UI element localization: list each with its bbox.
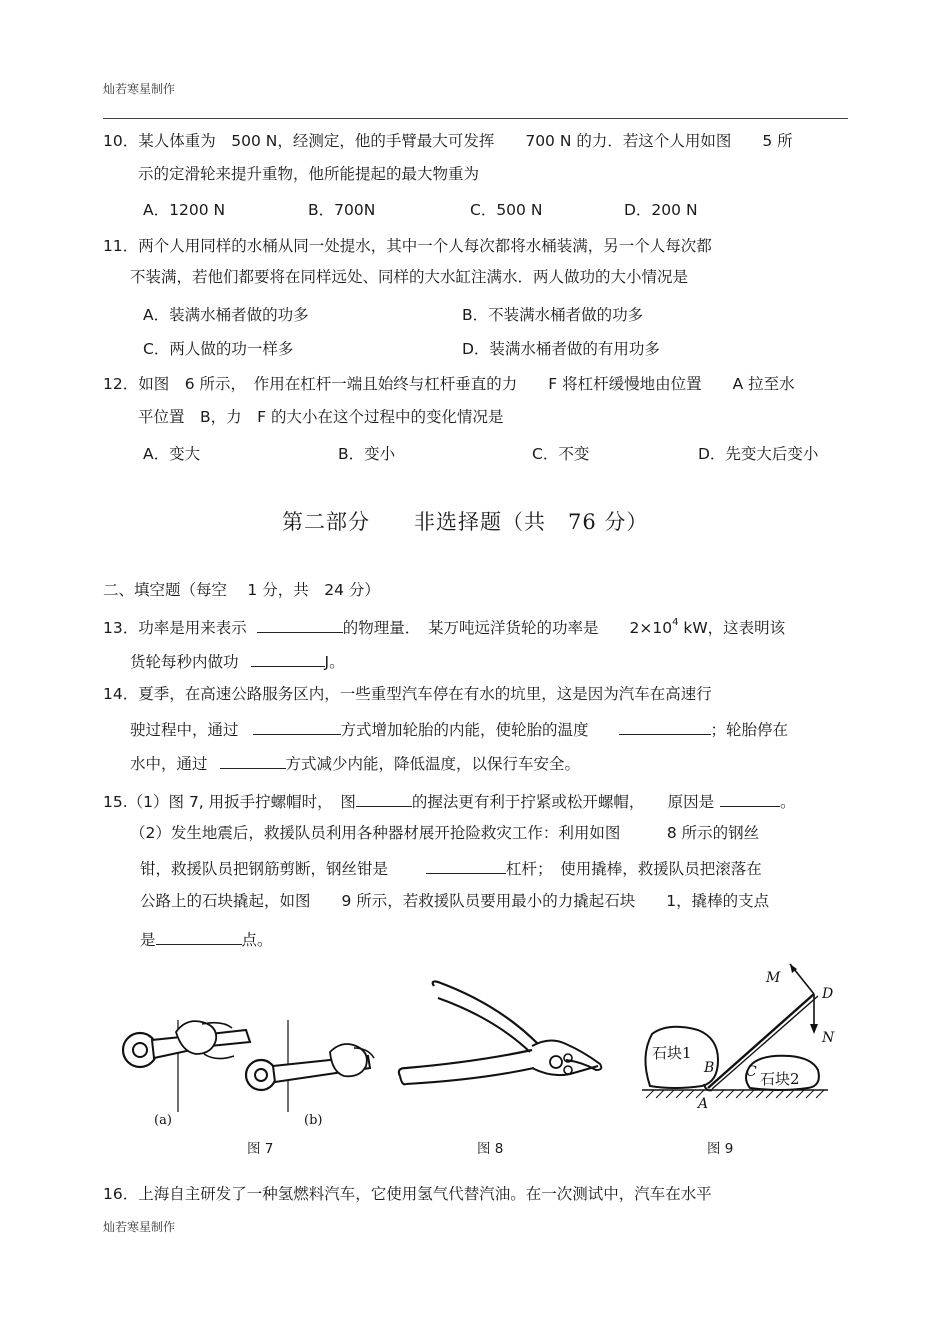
fig7-label-b: (b) — [304, 1113, 323, 1128]
part2-title: 第二部分 非选择题（共 76 分） — [282, 510, 649, 534]
q15-line3 — [140, 857, 762, 879]
fig9-caption: 图 9 — [707, 1141, 734, 1157]
figure-7-wrench-illustration — [118, 1012, 378, 1130]
q15-text-c: 。 — [780, 793, 796, 811]
q10-option-d: D．200 N — [624, 201, 698, 219]
q11-option-c: C．两人做的功一样多 — [143, 340, 294, 358]
q12-option-a: A．变大 — [143, 445, 201, 463]
q15-blank-3[interactable] — [426, 857, 506, 874]
q12-option-d: D．先变大后变小 — [698, 445, 819, 463]
q16-line1: 16．上海自主研发了一种氢燃料汽车，它使用氢气代替汽油。在一次测试中，汽车在水平 — [103, 1185, 712, 1203]
q13-line2 — [130, 650, 345, 672]
q15-text-d3: 杠杆； 使用撬棒，救援队员把滚落在 — [506, 860, 762, 878]
fig8-caption: 图 8 — [477, 1141, 504, 1157]
fig7-label-a: (a) — [154, 1113, 172, 1128]
q11-line1: 11．两个人用同样的水桶从同一处提水，其中一个人每次都将水桶装满，另一个人每次都 — [103, 237, 712, 255]
q13-text-b: 的物理量． 某万吨远洋货轮的功率是 2×10 — [342, 619, 673, 637]
q12-option-c: C．不变 — [532, 445, 590, 463]
q10-option-a: A．1200 N — [143, 201, 226, 219]
q15-text-b: 的握法更有利于拧紧或松开螺帽， 原因是 — [411, 793, 715, 811]
q15-blank-1[interactable] — [356, 790, 412, 807]
q10-line1: 10．某人体重为 500 N，经测定，他的手臂最大可发挥 700 N 的力．若这个人用如图 5 所 — [103, 132, 793, 150]
q15-blank-4[interactable] — [156, 928, 242, 945]
q15-text-a: 15.（1）图 7, 用扳手拧螺帽时， 图 — [103, 793, 356, 811]
fig9-label-A: A — [698, 1096, 709, 1108]
section2-heading: 二、填空题（每空 1 分，共 24 分） — [103, 581, 380, 599]
q13-blank-1[interactable] — [257, 616, 343, 633]
q13-text-a: 13．功率是用来表示 — [103, 619, 247, 637]
q11-option-a: A．装满水桶者做的功多 — [143, 306, 309, 324]
q14-text-b: 方式增加轮胎的内能，使轮胎的温度 — [340, 721, 589, 739]
figure-9-crowbar-illustration — [638, 958, 850, 1108]
q14-line2 — [130, 718, 788, 740]
q15-text-f: 点。 — [241, 931, 273, 949]
q12-line1: 12．如图 6 所示， 作用在杠杆一端且始终与杠杆垂直的力 F 将杠杆缓慢地由位置 A 拉至水 — [103, 375, 795, 393]
q13-blank-2[interactable] — [251, 650, 325, 667]
q14-text-e: 方式减少内能，降低温度，以保行车安全。 — [285, 755, 581, 773]
q14-blank-3[interactable] — [220, 752, 286, 769]
q13-text-e: J。 — [324, 653, 345, 671]
q14-line3 — [130, 752, 580, 774]
q14-blank-1[interactable] — [253, 718, 341, 735]
q14-text-d: 水中，通过 — [130, 755, 208, 773]
q15-text-c3: 钳，救援队员把钢筋剪断，钢丝钳是 — [140, 860, 389, 878]
q13-text-c: kW，这表明该 — [678, 619, 786, 637]
q14-text-c: ；轮胎停在 — [710, 721, 789, 739]
fig9-label-D: D — [822, 986, 834, 1002]
q12-line2: 平位置 B，力 F 的大小在这个过程中的变化情况是 — [138, 408, 504, 426]
q15-text-e: 是 — [140, 931, 156, 949]
q14-blank-2[interactable] — [619, 718, 711, 735]
q14-line1: 14．夏季，在高速公路服务区内，一些重型汽车停在有水的坑里，这是因为汽车在高速行 — [103, 685, 712, 703]
footer-maker: 灿若寒星制作 — [103, 1220, 176, 1234]
fig9-label-N: N — [822, 1030, 835, 1046]
q13-line1 — [103, 616, 785, 638]
fig9-label-B: B — [704, 1060, 715, 1076]
q15-line5 — [140, 928, 273, 950]
fig9-label-M: M — [766, 970, 781, 986]
q13-text-d: 货轮每秒内做功 — [130, 653, 239, 671]
figure-8-pliers-illustration — [396, 980, 608, 1100]
q15-blank-2[interactable] — [720, 790, 780, 807]
q15-line1 — [103, 790, 796, 812]
fig9-stone2-label: 石块2 — [760, 1070, 800, 1088]
q11-option-b: B．不装满水桶者做的功多 — [462, 306, 644, 324]
q14-text-a: 驶过程中，通过 — [130, 721, 239, 739]
fig7-caption: 图 7 — [247, 1141, 274, 1157]
q15-line2: （2）发生地震后，救援队员利用各种器材展开抢险救灾工作：利用如图 8 所示的钢丝 — [130, 824, 760, 842]
header-maker: 灿若寒星制作 — [103, 82, 176, 96]
q13-exponent: 4 — [672, 617, 679, 628]
q10-option-b: B．700N — [308, 201, 376, 219]
header-rule — [103, 118, 848, 119]
q11-line2: 不装满，若他们都要将在同样远处、同样的大水缸注满水．两人做功的大小情况是 — [130, 268, 689, 286]
q12-option-b: B．变小 — [338, 445, 396, 463]
q10-line2: 示的定滑轮来提升重物，他所能提起的最大物重为 — [138, 165, 480, 183]
q10-option-c: C．500 N — [470, 201, 543, 219]
q11-option-d: D．装满水桶者做的有用功多 — [462, 340, 660, 358]
fig9-label-C: C — [746, 1064, 757, 1080]
fig9-stone1-label: 石块1 — [652, 1044, 692, 1062]
q15-line4: 公路上的石块撬起，如图 9 所示，若救援队员要用最小的力撬起石块 1，撬棒的支点 — [140, 892, 770, 910]
